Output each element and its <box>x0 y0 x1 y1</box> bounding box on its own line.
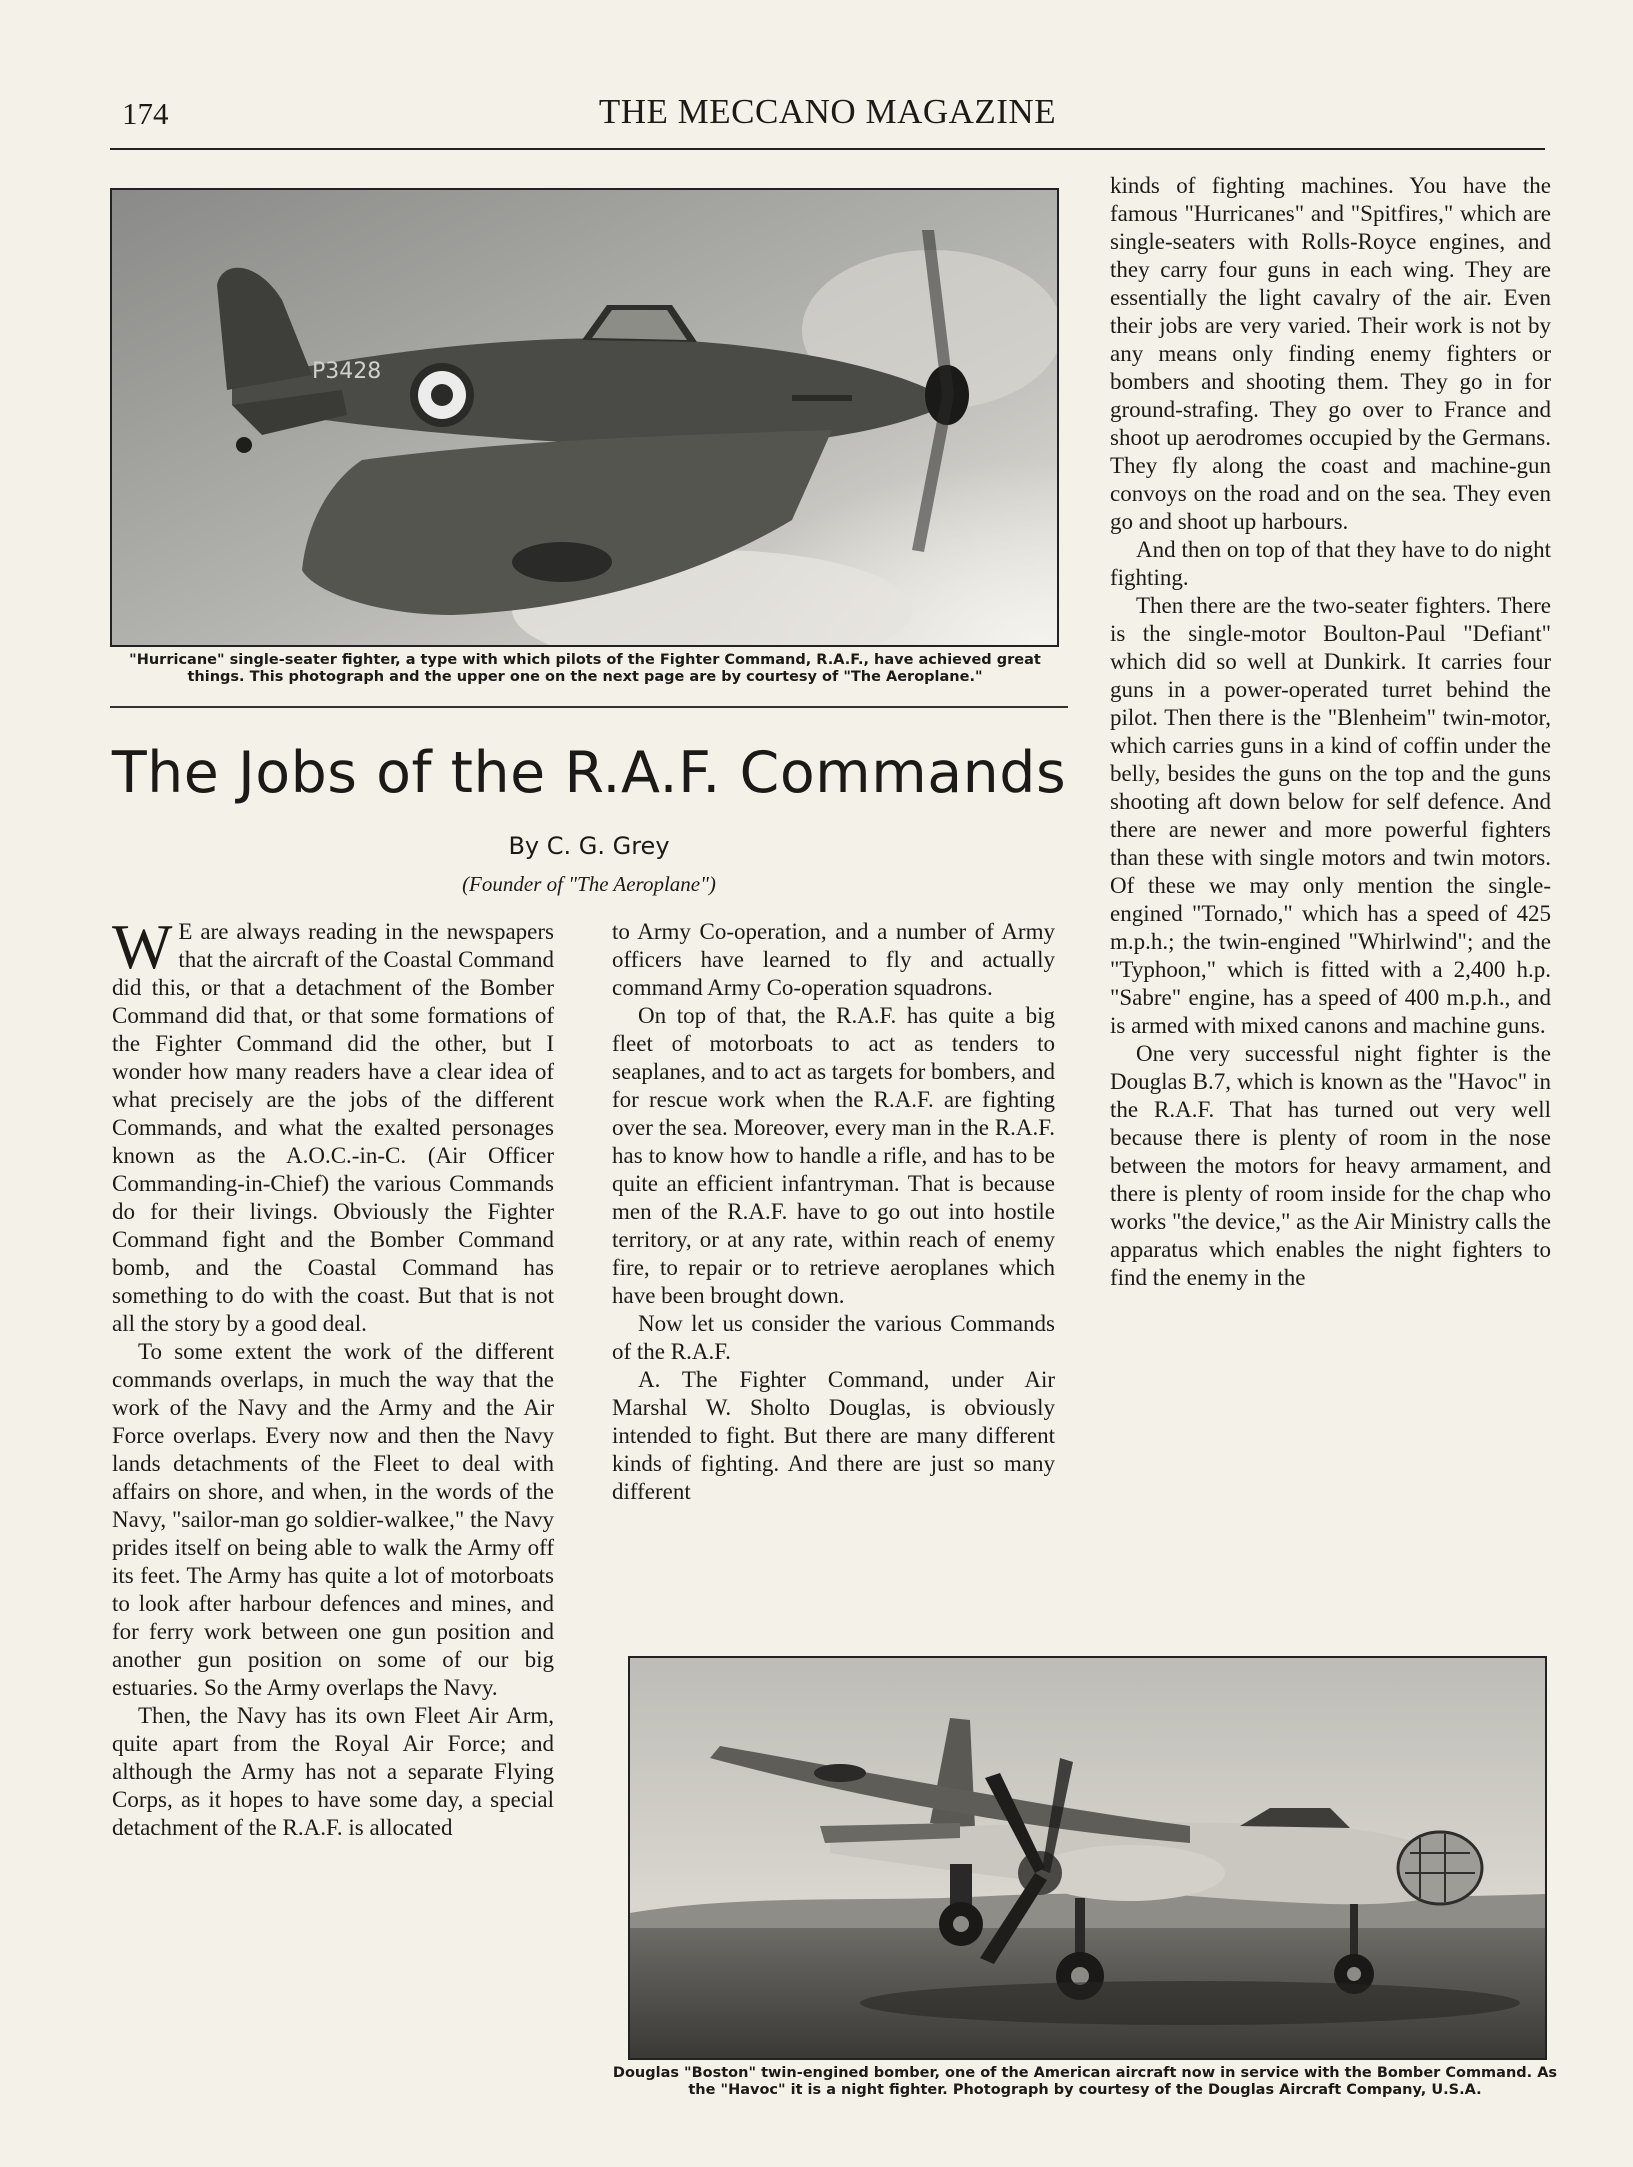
boston-photo-caption: Douglas "Boston" twin-engined bomber, one of the American aircraft now in service with the Bomber Command. As the "Havoc" it is a night fighter. Photograph by courtesy of the Douglas Aircraft Company, U.S.A. <box>612 2065 1558 2098</box>
aircraft-serial: P3428 <box>312 359 382 384</box>
paragraph: to Army Co-operation, and a number of Army officers have learned to fly and actually command Army Co-operation squadrons. <box>612 919 1055 1000</box>
paragraph: To some extent the work of the different commands overlaps, in much the way that the work of the Navy and the Army and the Air Force overlaps. Every now and then the Navy lands detachments of the Fleet to deal with affairs on shore, and when, in the words of the Navy, "sailor-man go soldier-walkee," the Navy prides itself on being able to walk the Army off its feet. The Army has quite a lot of motorboats to look after harbour defences and mines, and for ferry work between one gun position and another gun position on some of our big estuaries. So the Army overlaps the Navy. <box>112 1339 554 1700</box>
article-column-1 <box>112 911 554 1842</box>
paragraph: A. The Fighter Command, under Air Marshal W. Sholto Douglas, is obviously intended to fight. But there are many different kinds of fighting. And there are just so many different <box>612 1367 1055 1504</box>
paragraph: Now let us consider the various Commands of the R.A.F. <box>612 1311 1055 1364</box>
paragraph: kinds of fighting machines. You have the famous "Hurricanes" and "Spitfires," which are single-seaters with Rolls-Royce engines, and they carry four guns in each wing. They are essentially the light cavalry of the air. Even their jobs are very varied. Their work is not by any means only finding enemy fighters or bombers and shooting them. They go in for ground-strafing. They go over to France and shoot up aerodromes occupied by the Germans. They fly along the coast and machine-gun convoys on the road and on the sea. They even go and shoot up harbours. <box>1110 173 1551 534</box>
article-byline: By C. G. Grey <box>508 832 670 860</box>
title-divider <box>110 706 1068 708</box>
paragraph: Then there are the two-seater fighters. There is the single-motor Boulton-Paul "Defiant" which did so well at Dunkirk. It carries four guns in a power-operated turret behind the pilot. Then there is the "Blenheim" twin-motor, which carries guns in a kind of coffin under the belly, besides the guns on the top and the guns shooting aft down below for self defence. And there are newer and more powerful fighters than these with single motors and twin motors. Of these we may only mention the single-engined "Tornado," which has a speed of 425 m.p.h.; the twin-engined "Whirlwind"; and the "Typhoon," which is fitted with a 2,400 h.p. "Sabre" engine, has a speed of 400 m.p.h., and is armed with mixed canons and machine guns. <box>1110 593 1551 1038</box>
author-affiliation: (Founder of "The Aeroplane") <box>462 872 716 896</box>
paragraph: And then on top of that they have to do night fighting. <box>1110 537 1551 590</box>
boston-bomber-photo <box>628 1656 1547 2060</box>
hurricane-photo <box>110 188 1059 647</box>
paragraph: On top of that, the R.A.F. has quite a big fleet of motorboats to act as tenders to seaplanes, and to act as targets for bombers, and for rescue work when the R.A.F. are fighting over the sea. Moreover, every man in the R.A.F. has to know how to handle a rifle, and has to be quite an efficient infantryman. That is because men of the R.A.F. have to go out into hostile territory, or at any rate, within reach of enemy fire, to repair or to retrieve aeroplanes which have been brought down. <box>612 1003 1055 1308</box>
article-title: The Jobs of the R.A.F. Commands <box>111 740 1067 806</box>
article-column-3 <box>1110 172 1551 1292</box>
page-header <box>110 88 1545 150</box>
paragraph: W E are always reading in the newspapers that the aircraft of the Coastal Command did this, or that a detachment of the Bomber Command did that, or that some formations of the Fighter Command did the other, but I wonder how many readers have a clear idea of what precisely are the jobs of the different Commands, and what the exalted personages known as the A.O.C.-in-C. (Air Officer Commanding-in-Chief) the various Commands do for their livings. Obviously the Fighter Command fight and the Bomber Command bomb, and the Coastal Command has something to do with the coast. But that is not all the story by a good deal. <box>112 911 554 1336</box>
article-column-2 <box>612 918 1055 1506</box>
paragraph: Then, the Navy has its own Fleet Air Arm, quite apart from the Royal Air Force; and although the Army has not a separate Flying Corps, as it hopes to have some day, a special detachment of the R.A.F. is allocated <box>112 1703 554 1840</box>
hurricane-photo-caption: "Hurricane" single-seater fighter, a type with which pilots of the Fighter Command, R.A.F., have achieved great things. This photograph and the upper one on the next page are by courtesy of "The Aeroplane." <box>129 652 1041 685</box>
page-number: 174 <box>122 96 169 131</box>
paragraph: One very successful night fighter is the Douglas B.7, which is known as the "Havoc" in the R.A.F. That has turned out very well because there is plenty of room in the nose between the motors for heavy armament, and there is plenty of room inside for the chap who works "the device," as the Air Ministry calls the apparatus which enables the night fighters to find the enemy in the <box>1110 1041 1551 1290</box>
drop-cap: W <box>112 911 173 982</box>
magazine-title: THE MECCANO MAGAZINE <box>598 92 1057 131</box>
